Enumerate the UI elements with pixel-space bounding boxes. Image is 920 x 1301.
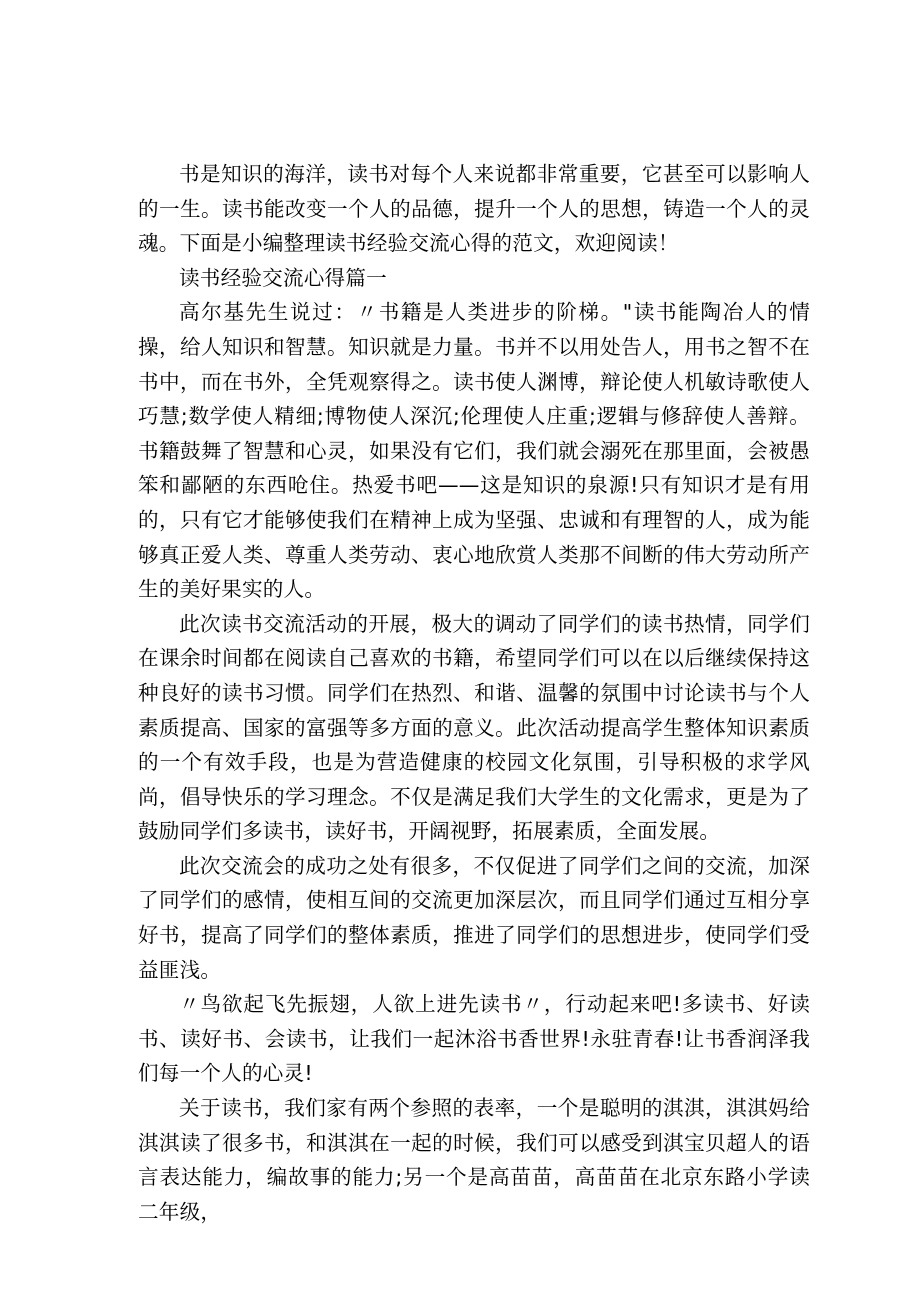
body-paragraph: 此次读书交流活动的开展，极大的调动了同学们的读书热情，同学们在课余时间都在阅读自己喜欢的书籍，希望同学们可以在以后继续保持这种良好的读书习惯。同学们在热烈、和谐、温馨的氛围中讨论读书与个人素质提高、国家的富强等多方面的意义。此次活动提高学生整体知识素质的一个有效手段，也是为营造健康的校园文化氛围，引导积极的求学风尚，倡导快乐的学习理念。不仅是满足我们大学生的文化需求，更是为了鼓励同学们多读书，读好书，开阔视野，拓展素质，全面发展。 bbox=[138, 611, 810, 844]
section-heading: 读书经验交流心得篇一 bbox=[179, 265, 387, 290]
intro-paragraph: 书是知识的海洋，读书对每个人来说都非常重要，它甚至可以影响人的一生。读书能改变一个人的品德，提升一个人的思想，铸造一个人的灵魂。下面是小编整理读书经验交流心得的范文，欢迎阅读！ bbox=[138, 162, 810, 256]
body-paragraph: 此次交流会的成功之处有很多，不仅促进了同学们之间的交流，加深了同学们的感情，使相互间的交流更加深层次，而且同学们通过互相分享好书，提高了同学们的整体素质，推进了同学们的思想进步，使同学们受益匪浅。 bbox=[138, 853, 810, 982]
body-paragraph: 高尔基先生说过：〃书籍是人类进步的阶梯。"读书能陶冶人的情操，给人知识和智慧。知识就是力量。书并不以用处告人，用书之智不在书中，而在书外，全凭观察得之。读书使人渊博，辩论使人机敏诗歌使人巧慧;数学使人精细;博物使人深沉;伦理使人庄重;逻辑与修辞使人善辩。书籍鼓舞了智慧和心灵，如果没有它们，我们就会溺死在那里面，会被愚笨和鄙陋的东西呛住。热爱书吧——这是知识的泉源!只有知识才是有用的，只有它才能够使我们在精神上成为坚强、忠诚和有理智的人，成为能够真正爱人类、尊重人类劳动、衷心地欣赏人类那不间断的伟大劳动所产生的美好果实的人。 bbox=[138, 300, 810, 602]
body-paragraph: 〃鸟欲起飞先振翅，人欲上进先读书〃，行动起来吧!多读书、好读书、读好书、会读书，让我们一起沐浴书香世界!永驻青春!让书香润泽我们每一个人的心灵! bbox=[138, 992, 810, 1086]
document-body bbox=[138, 157, 810, 1229]
body-paragraph: 关于读书，我们家有两个参照的表率，一个是聪明的淇淇，淇淇妈给淇淇读了很多书，和淇淇在一起的时候，我们可以感受到淇宝贝超人的语言表达能力，编故事的能力;另一个是高苗苗，高苗苗在北京东路小学读二年级， bbox=[138, 1096, 810, 1224]
